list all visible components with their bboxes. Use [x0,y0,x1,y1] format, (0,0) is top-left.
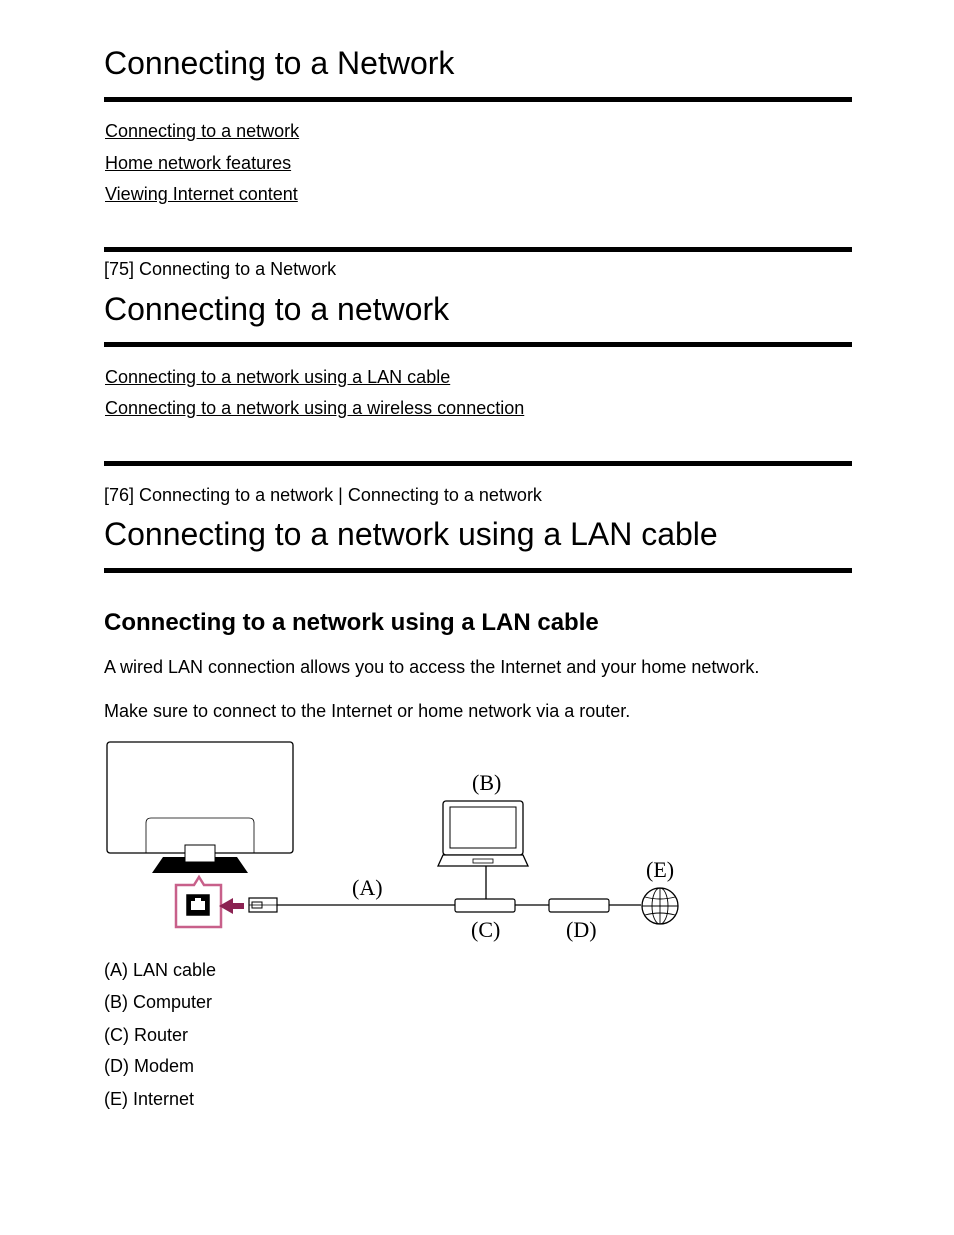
globe-icon [642,888,678,924]
label-b: (B) [472,770,502,795]
legend-item: (D) Modem [104,1056,195,1076]
breadcrumb: [75] Connecting to a Network [104,259,337,279]
router-icon [455,899,515,912]
label-a: (A) [352,875,383,900]
label-d: (D) [566,917,597,942]
legend-item: (C) Router [104,1025,189,1045]
link-home-network-features[interactable]: Home network features [105,153,292,173]
paragraph: A wired LAN connection allows you to access the Internet and your home network. [104,657,760,677]
laptop-icon [438,801,528,866]
lan-plug-icon [249,898,277,912]
section-divider [104,247,852,252]
subsection-heading: Connecting to a network using a LAN cable [104,609,599,636]
link-wireless-connection[interactable]: Connecting to a network using a wireless connection [105,398,525,418]
modem-icon [549,899,609,912]
section-title: Connecting to a network using a LAN cable [104,516,718,552]
insert-arrow-icon [219,898,244,914]
page-title: Connecting to a Network [104,45,455,81]
lan-port-icon [176,877,221,927]
legend-item: (B) Computer [104,992,213,1012]
title-rule [104,97,852,102]
title-rule [104,568,852,573]
lan-connection-diagram [100,735,700,950]
legend-item: (E) Internet [104,1089,195,1109]
title-rule [104,342,852,347]
paragraph: Make sure to connect to the Internet or home network via a router. [104,701,631,721]
tv-icon [107,742,293,873]
section-divider [104,461,852,466]
breadcrumb: [76] Connecting to a network | Connecting to a network [104,485,542,505]
link-lan-cable[interactable]: Connecting to a network using a LAN cable [105,367,451,387]
legend-item: (A) LAN cable [104,960,217,980]
link-viewing-internet-content[interactable]: Viewing Internet content [105,184,298,204]
label-e: (E) [646,857,675,882]
section-title: Connecting to a network [104,291,450,327]
label-c: (C) [471,917,501,942]
link-connecting-to-network[interactable]: Connecting to a network [105,121,300,141]
